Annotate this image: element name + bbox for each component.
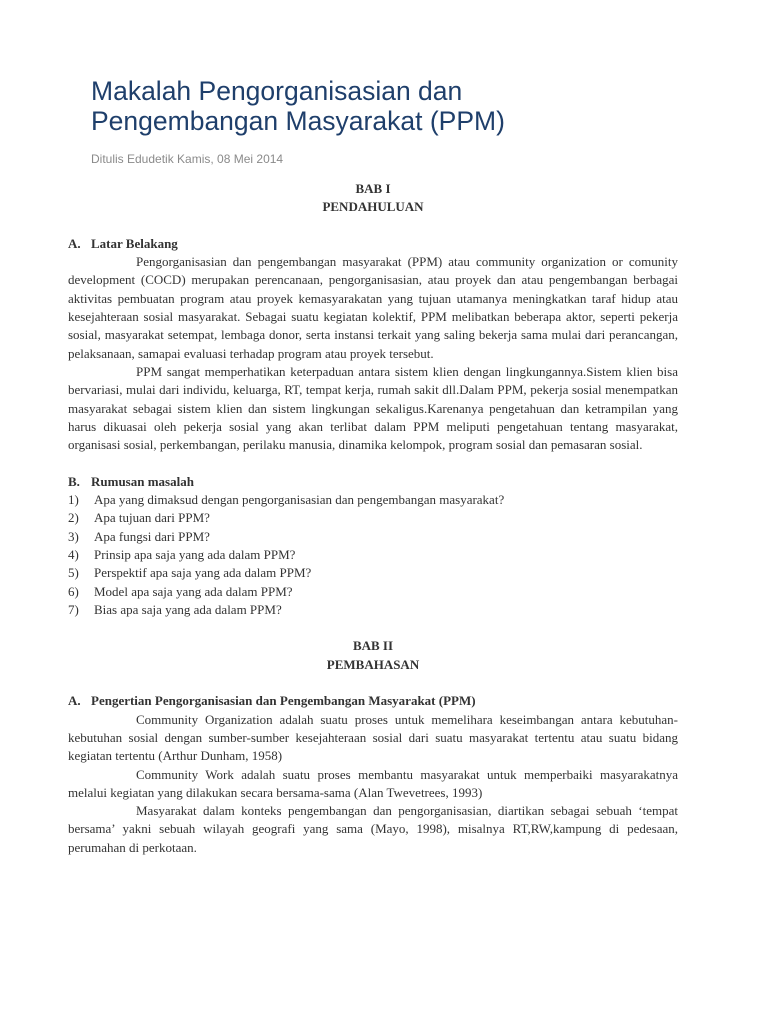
paragraph: Masyarakat dalam konteks pengembangan dan pengorganisasian, diartikan sebagai sebuah ‘tempat bersama’ yakni sebuah wilayah geografi yang sama (Mayo, 1998), misalnya RT,RW,kampung di pedesaan, perumahan di perkotaan. xyxy=(68,803,678,855)
list-text: Apa fungsi dari PPM? xyxy=(94,528,210,544)
list-text: Perspektif apa saja yang ada dalam PPM? xyxy=(94,565,312,581)
bab2-label: BAB II xyxy=(352,638,394,654)
title-line-2: Pengembangan Masyarakat (PPM) xyxy=(91,106,505,136)
list-text: Prinsip apa saja yang ada dalam PPM? xyxy=(94,546,296,562)
list-item xyxy=(68,564,678,582)
paragraph: PPM sangat memperhatikan keterpaduan antara sistem klien dengan lingkungannya.Sistem klien bisa bervariasi, mulai dari individu, keluarga, RT, tempat kerja, rumah sakit dll.Dalam PPM, pekerja sosial menempatkan masyarakat sebagai sistem klien dan sistem lingkungan sekaligus.Karenanya pengetahuan dan ketrampilan yang harus dikuasai oleh pekerja sosial yang akan terlibat dalam PPM meliputi pengetahuan tentang masyarakat, organisasi sosial, perkembangan, perilaku manusia, dinamika kelompok, program sosial dan pemasaran sosial. xyxy=(68,363,678,453)
section-heading-rumusan-masalah xyxy=(68,473,678,491)
list-number: 1) xyxy=(68,492,79,508)
bab2-name: PEMBAHASAN xyxy=(326,656,420,672)
bab1-label: BAB I xyxy=(355,181,391,196)
list-text: Model apa saja yang ada dalam PPM? xyxy=(94,583,293,599)
list-number: 7) xyxy=(68,601,79,617)
title-line-1: Makalah Pengorganisasian dan xyxy=(91,76,463,106)
section-letter: B. xyxy=(68,473,80,489)
bab1-name: PENDAHULUAN xyxy=(322,199,424,215)
paragraph: Pengorganisasian dan pengembangan masyarakat (PPM) atau community organization or comunity development (COCD) merupakan perencanaan, pengorganisasian, atau proyek dan atau pengembangan berbagai aktivitas pembuatan program atau proyek kemasyarakatan yang tujuan utamanya meningkatkan taraf hidup atau kesejahteraan sosial masyarakat. Sebagai suatu kegiatan kolektif, PPM melibatkan beberapa aktor, seperti pekerja sosial, masyarakat setempat, lembaga donor, serta instansi terkait yang saling bekerja sama mulai dari perancangan, pelaksanaan, samapai evaluasi terhadap program atau proyek tersebut. xyxy=(68,254,678,361)
paragraph: Community Work adalah suatu proses membantu masyarakat untuk memperbaiki masyarakatnya melalui kegiatan yang dilakukan secara bersama-sama (Alan Twevetrees, 1993) xyxy=(68,766,678,800)
list-text: Apa tujuan dari PPM? xyxy=(94,510,210,526)
list-item xyxy=(68,601,678,619)
section-letter: A. xyxy=(68,235,81,251)
list-number: 3) xyxy=(68,528,79,544)
list-number: 6) xyxy=(68,583,79,599)
list-item xyxy=(68,491,678,509)
list-item xyxy=(68,528,678,546)
section-letter: A. xyxy=(68,693,81,709)
list-text: Apa yang dimaksud dengan pengorganisasian dan pengembangan masyarakat? xyxy=(94,492,505,508)
list-item xyxy=(68,583,678,601)
list-text: Bias apa saja yang ada dalam PPM? xyxy=(94,601,282,617)
section-heading-latar-belakang xyxy=(68,235,678,253)
list-number: 4) xyxy=(68,546,79,562)
list-number: 5) xyxy=(68,565,79,581)
list-item xyxy=(68,546,678,564)
section-title: Pengertian Pengorganisasian dan Pengembangan Masyarakat (PPM) xyxy=(91,693,476,709)
list-item xyxy=(68,509,678,527)
page-title xyxy=(91,76,691,136)
list-number: 2) xyxy=(68,510,79,526)
section-heading-pengertian xyxy=(68,692,678,710)
section-title: Latar Belakang xyxy=(91,235,178,251)
paragraph: Community Organization adalah suatu proses untuk memelihara keseimbangan antara kebutuhan-kebutuhan sosial dengan sumber-sumber kesejahteraan sosial dari suatu masyarakat tertentu atau suatu bidang kegiatan tertentu (Arthur Dunham, 1958) xyxy=(68,711,678,764)
question-list xyxy=(68,491,678,619)
section-title: Rumusan masalah xyxy=(91,473,194,489)
byline: Ditulis Edudetik Kamis, 08 Mei 2014 xyxy=(91,152,284,166)
document-body xyxy=(68,180,678,857)
